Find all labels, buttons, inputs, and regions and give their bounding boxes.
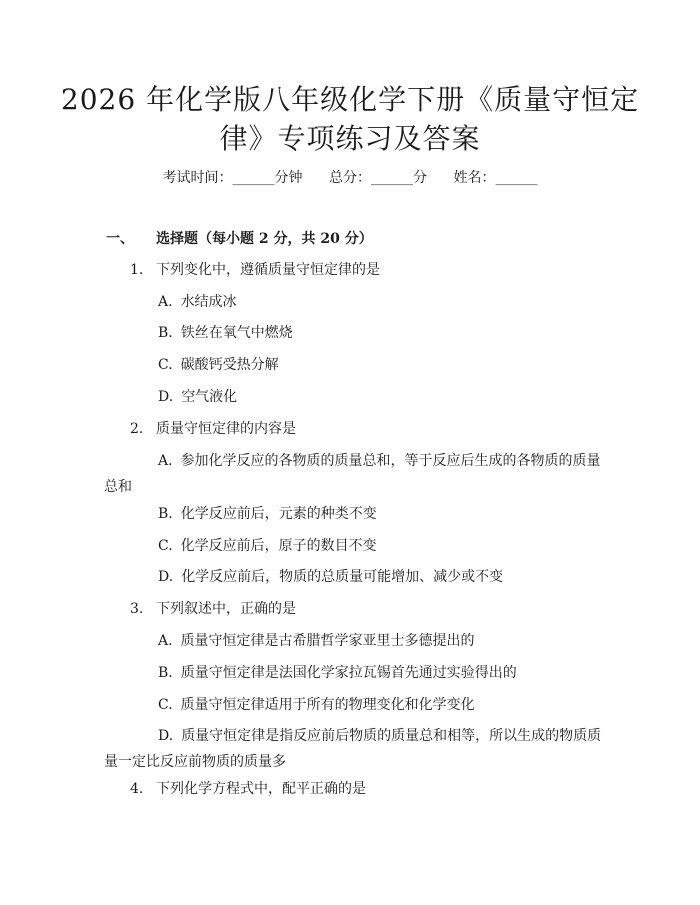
- question-1-stem: [130, 260, 380, 280]
- option-text: 铁丝在氧气中燃烧: [180, 325, 293, 341]
- question-3-stem: [130, 599, 296, 619]
- option-letter: C.: [158, 697, 173, 713]
- option-letter: C.: [158, 538, 173, 554]
- question-text: 下列化学方程式中，配平正确的是: [156, 781, 366, 797]
- question-text: 质量守恒定律的内容是: [156, 421, 296, 437]
- title-line-2: 律》专项练习及答案: [219, 122, 481, 155]
- question-2-option-d: [158, 567, 503, 587]
- option-text: 空气液化: [181, 389, 238, 405]
- option-letter: D.: [158, 569, 174, 585]
- question-text: 下列叙述中，正确的是: [156, 601, 296, 617]
- section-number: 一、: [106, 231, 134, 247]
- question-3-option-b: [158, 663, 517, 683]
- option-text: 质量守恒定律适用于所有的物理变化和化学变化: [180, 697, 475, 713]
- option-letter: C.: [158, 357, 173, 373]
- option-text: 质量守恒定律是古希腊哲学家亚里士多德提出的: [180, 633, 475, 649]
- section-title: 选择题（每小题 2 分，共 20 分）: [156, 231, 373, 247]
- option-text: 质量守恒定律是指反应前后物质的质量总和相等，所以生成的物质质量一定比反应前物质的质量多: [104, 728, 602, 770]
- option-letter: D.: [158, 728, 174, 744]
- option-text: 参加化学反应的各物质的质量总和，等于反应后生成的各物质的质量总和: [104, 453, 601, 495]
- question-number: 3.: [130, 601, 144, 617]
- question-number: 1.: [130, 262, 144, 278]
- option-letter: B.: [158, 506, 173, 522]
- title-line-1: 2026 年化学版八年级化学下册《质量守恒定: [60, 83, 640, 116]
- question-1-option-d: [158, 387, 237, 407]
- option-letter: B.: [158, 325, 173, 341]
- section-heading: [106, 229, 373, 249]
- question-1-option-b: [158, 323, 293, 343]
- option-text: 化学反应前后，物质的总质量可能增加、减少或不变: [181, 569, 504, 585]
- page-title: [60, 80, 640, 158]
- question-3-option-a: [158, 631, 475, 651]
- option-text: 化学反应前后，元素的种类不变: [180, 506, 377, 522]
- question-1-option-a: [158, 292, 237, 312]
- question-4-stem: [130, 779, 366, 799]
- option-text: 化学反应前后，原子的数目不变: [180, 538, 377, 554]
- option-text: 水结成冰: [180, 294, 237, 310]
- question-3-option-c: [158, 695, 475, 715]
- option-letter: A.: [158, 633, 173, 649]
- question-number: 4.: [130, 781, 144, 797]
- question-number: 2.: [130, 421, 144, 437]
- exam-name: 姓名：______: [453, 170, 538, 186]
- option-letter: A.: [158, 453, 173, 469]
- question-2-stem: [130, 419, 296, 439]
- question-1-option-c: [158, 355, 279, 375]
- exam-score: 总分：______分: [329, 170, 427, 186]
- option-letter: A.: [158, 294, 173, 310]
- exam-time: 考试时间：______分钟: [162, 170, 303, 186]
- option-letter: B.: [158, 665, 173, 681]
- option-text: 碳酸钙受热分解: [180, 357, 279, 373]
- question-text: 下列变化中，遵循质量守恒定律的是: [156, 262, 380, 278]
- question-2-option-b: [158, 504, 377, 524]
- exam-meta: [0, 168, 700, 188]
- option-text: 质量守恒定律是法国化学家拉瓦锡首先通过实验得出的: [180, 665, 517, 681]
- question-2-option-c: [158, 536, 377, 556]
- question-2-option-a: [104, 448, 604, 500]
- question-3-option-d: [104, 723, 604, 775]
- option-letter: D.: [158, 389, 174, 405]
